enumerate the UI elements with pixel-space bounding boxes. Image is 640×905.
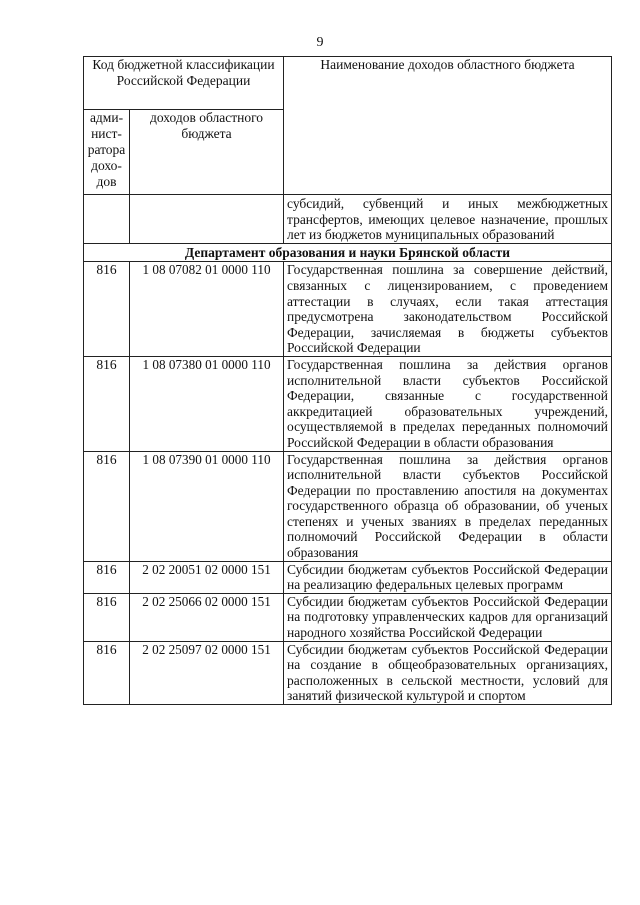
admin-code: 816 (84, 641, 130, 704)
admin-code: 816 (84, 561, 130, 593)
income-name: Субсидии бюджетам субъектов Российской Федерации на создание в общеобразовательных организациях, расположенных в сельской местности, условий для занятий физической культурой и спортом (284, 641, 612, 704)
table-row (84, 262, 612, 357)
continuation-row (84, 195, 612, 244)
income-code: 2 02 25066 02 0000 151 (130, 593, 284, 641)
section-title: Департамент образования и науки Брянской области (84, 243, 612, 262)
header-budget-code-group: Код бюджетной классификации Российской Федерации (84, 57, 284, 110)
income-name: Субсидии бюджетам субъектов Российской Федерации на реализацию федеральных целевых программ (284, 561, 612, 593)
admin-code: 816 (84, 593, 130, 641)
income-code: 1 08 07380 01 0000 110 (130, 356, 284, 451)
table-row (84, 356, 612, 451)
income-name: Государственная пошлина за совершение действий, связанных с лицензированием, с проведением аттестации в случаях, если такая аттестация предусмотрена законодательством Российской Федерации, зачисляемая в бюджеты субъектов Российской Федерации (284, 262, 612, 357)
income-code: 2 02 25097 02 0000 151 (130, 641, 284, 704)
section-row (84, 243, 612, 262)
income-code: 2 02 20051 02 0000 151 (130, 561, 284, 593)
page-number: 9 (316, 35, 324, 50)
header-name: Наименование доходов областного бюджета (284, 57, 612, 195)
table-row (84, 561, 612, 593)
header-income: доходов областного бюджета (130, 110, 284, 195)
income-code: 1 08 07390 01 0000 110 (130, 451, 284, 561)
continuation-admin-cell (84, 195, 130, 244)
continuation-text: субсидий, субвенций и иных межбюджетных трансфертов, имеющих целевое назначение, прошлых лет из бюджетов муниципальных образований (284, 195, 612, 244)
continuation-code-cell (130, 195, 284, 244)
table-row (84, 451, 612, 561)
admin-code: 816 (84, 356, 130, 451)
income-name: Субсидии бюджетам субъектов Российской Федерации на подготовку управленческих кадров для организаций народного хозяйства Российской Федерации (284, 593, 612, 641)
budget-revenue-table (83, 56, 612, 705)
income-name: Государственная пошлина за действия органов исполнительной власти субъектов Российской Федерации, связанные с государственной аккредитацией образовательных учреждений, осуществляемой в пределах переданных полномочий Российской Федерации в области образования (284, 356, 612, 451)
income-code: 1 08 07082 01 0000 110 (130, 262, 284, 357)
admin-code: 816 (84, 262, 130, 357)
header-administrator: адми-нист-ратора дохо-дов (84, 110, 130, 195)
admin-code: 816 (84, 451, 130, 561)
income-name: Государственная пошлина за действия органов исполнительной власти субъектов Российской Федерации по проставлению апостиля на документах государственного образца об образовании, об ученых степенях и ученых званиях в пределах переданных полномочий Российской Федерации в области образования (284, 451, 612, 561)
table-row (84, 641, 612, 704)
table-row (84, 593, 612, 641)
table-header-row (84, 57, 612, 110)
